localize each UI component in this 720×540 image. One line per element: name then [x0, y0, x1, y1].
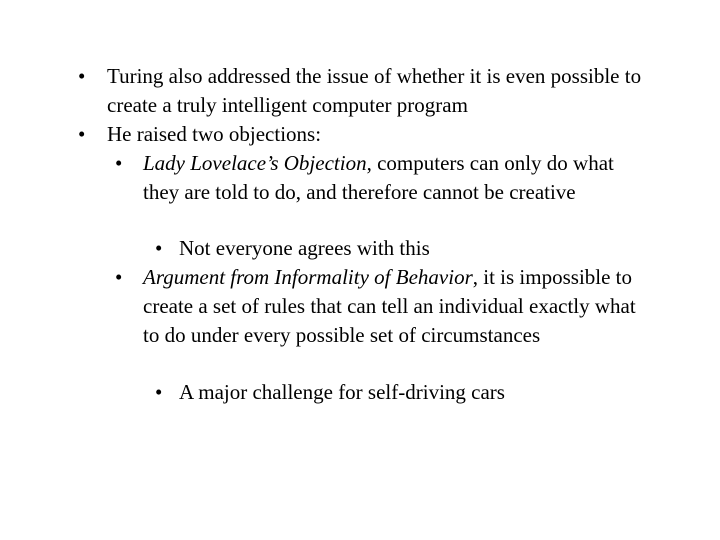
bullet-marker: •: [155, 380, 163, 404]
bullet-item: [78, 120, 678, 149]
sub-sub-bullet-item: [155, 234, 675, 263]
sub-bullet-item: [115, 149, 655, 236]
bullet-text: [143, 263, 653, 350]
bullet-text: Turing also addressed the issue of whether it is even possible to create a truly intelligent computer program: [107, 64, 647, 117]
bullet-text: [143, 149, 653, 207]
bullet-text: A major challenge for self-driving cars: [179, 380, 505, 404]
objection-title: Lady Lovelace’s Objection: [143, 151, 367, 175]
objection-description: , computers can only do what they are told to do, and therefore cannot be creative: [143, 151, 620, 204]
bullet-marker: •: [78, 122, 86, 146]
bullet-marker: •: [115, 151, 123, 175]
bullet-marker: •: [155, 236, 163, 260]
sub-sub-bullet-item: [155, 378, 675, 407]
bullet-marker: •: [78, 64, 86, 88]
bullet-text: Not everyone agrees with this: [179, 236, 430, 260]
bullet-text: He raised two objections:: [107, 122, 322, 146]
sub-bullet-item: [115, 263, 655, 379]
objection-description: , it is impossible to create a set of rules that can tell an individual exactly what to do under every possible set of circumstances: [143, 265, 641, 347]
bullet-marker: •: [115, 265, 123, 289]
objection-title: Argument from Informality of Behavior: [143, 265, 473, 289]
bullet-item: [78, 62, 678, 120]
